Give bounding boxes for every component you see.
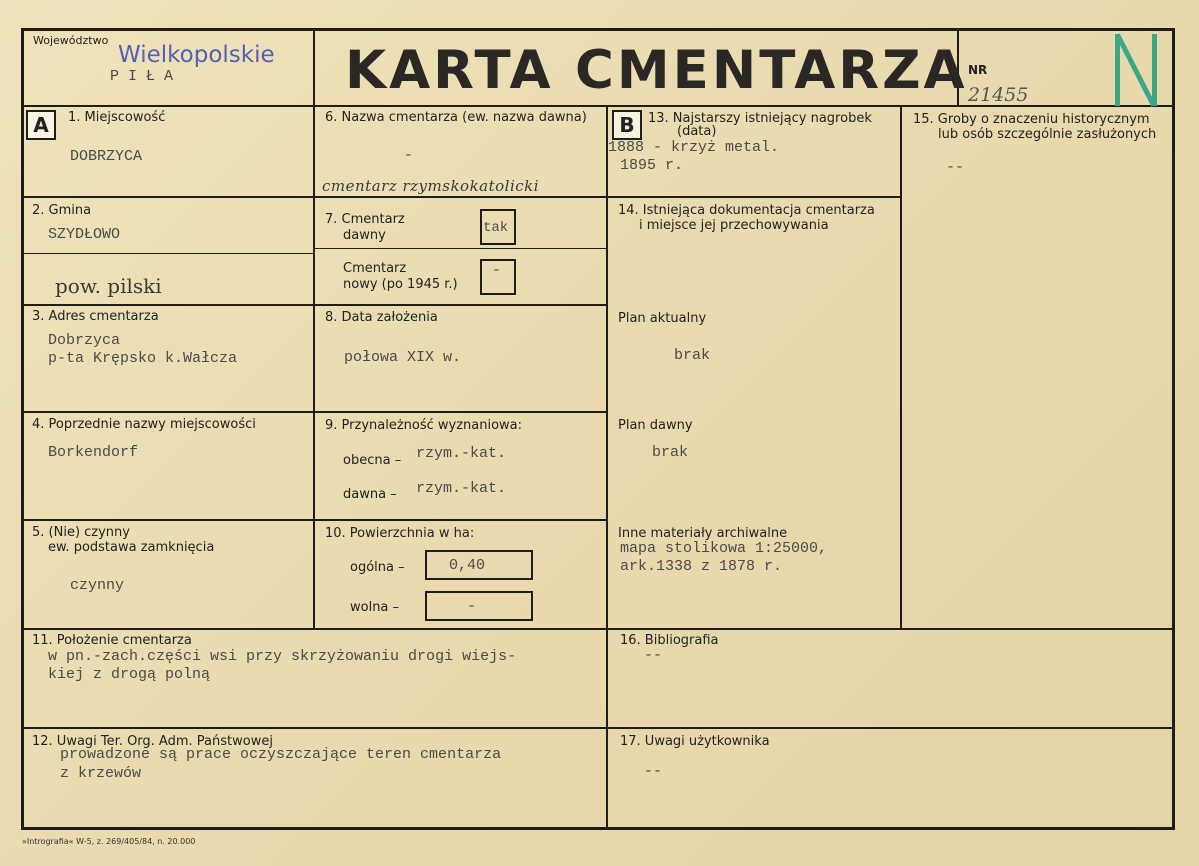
f7-dawny-value: tak	[483, 220, 509, 236]
f6-label: 6. Nazwa cmentarza (ew. nazwa dawna)	[325, 110, 587, 125]
f9-dawna-value: rzym.-kat.	[416, 480, 507, 497]
f4-label: 4. Poprzednie nazwy miejscowości	[32, 417, 256, 432]
f2-value: SZYDŁOWO	[48, 226, 121, 243]
f14-plan-dawny-value: brak	[652, 444, 689, 461]
f16-value: --	[644, 647, 663, 664]
f16-label: 16. Bibliografia	[620, 633, 719, 648]
f7-nowy-box	[480, 259, 516, 295]
row-divider	[21, 727, 1175, 729]
f9-obecna-value: rzym.-kat.	[416, 445, 507, 462]
wojewodztwo-typed: P I Ł A	[110, 68, 174, 85]
nr-label: NR	[968, 63, 988, 77]
f14-plan-dawny-label: Plan dawny	[618, 418, 693, 433]
wojewodztwo-label: Województwo	[33, 34, 109, 47]
f14-plan-aktualny-value: brak	[674, 347, 711, 364]
f7-label: 7. Cmentarz	[325, 212, 405, 227]
f12-value-line1: prowadzone są prace oczyszczające teren cmentarza	[60, 746, 502, 763]
f17-label: 17. Uwagi użytkownika	[620, 734, 770, 749]
f13-label-line2: (data)	[677, 124, 717, 139]
f10-wolna-box	[425, 591, 533, 621]
f14-inne-line2: ark.1338 z 1878 r.	[620, 558, 783, 575]
f2-label: 2. Gmina	[32, 203, 92, 218]
f4-value: Borkendorf	[48, 444, 139, 461]
f11-value-line1: w pn.-zach.części wsi przy skrzyżowaniu drogi wiejs-	[48, 648, 517, 665]
row-divider	[21, 196, 608, 198]
f10-wolna-value: -	[467, 598, 477, 615]
f10-label: 10. Powierzchnia w ha:	[325, 526, 475, 541]
row-divider	[606, 196, 902, 198]
row-divider-thin	[21, 253, 313, 254]
row-divider	[21, 304, 608, 306]
f1-label: 1. Miejscowość	[68, 110, 166, 125]
f5-label-line1: 5. (Nie) czynny	[32, 525, 130, 540]
f8-value: połowa XIX w.	[344, 349, 462, 366]
f9-dawna-label: dawna –	[343, 487, 397, 502]
f6-handwritten: cmentarz rzymskokatolicki	[322, 177, 540, 195]
n-mark	[1115, 34, 1159, 106]
f5-label-line2: ew. podstawa zamknięcia	[48, 540, 215, 555]
section-b-letter: B	[612, 110, 642, 140]
f12-label: 12. Uwagi Ter. Org. Adm. Państwowej	[32, 734, 273, 749]
f14-label-line2: i miejsce jej przechowywania	[639, 218, 829, 233]
section-a-letter: A	[26, 110, 56, 140]
wojewodztwo-stamp: Wielkopolskie	[118, 42, 275, 68]
f15-label-line2: lub osób szczególnie zasłużonych	[938, 127, 1157, 142]
f13-label-line1: 13. Najstarszy istniejący nagrobek	[648, 111, 872, 126]
f7-nowy-label2: nowy (po 1945 r.)	[343, 277, 458, 292]
page-title: KARTA CMENTARZA	[345, 40, 968, 101]
f5-value: czynny	[70, 577, 125, 594]
f8-label: 8. Data założenia	[325, 310, 438, 325]
f7-nowy-value: -	[492, 262, 502, 279]
f7-nowy-label: Cmentarz	[343, 261, 407, 276]
col-divider-1	[313, 28, 315, 628]
f1-value: DOBRZYCA	[70, 148, 143, 165]
f3-label: 3. Adres cmentarza	[32, 309, 159, 324]
f2-handwritten: pow. pilski	[55, 274, 162, 298]
f10-wolna-label: wolna –	[350, 600, 400, 615]
f11-value-line2: kiej z drogą polną	[48, 666, 211, 683]
f13-value-line1: 1888 - krzyż metal.	[608, 139, 780, 156]
f17-value: --	[644, 763, 663, 780]
f11-label: 11. Położenie cmentarza	[32, 633, 192, 648]
f9-obecna-label: obecna –	[343, 453, 402, 468]
row-divider-thin	[315, 248, 608, 249]
f10-ogolna-label: ogólna –	[350, 560, 405, 575]
f15-value: --	[946, 159, 965, 176]
f3-value-line1: Dobrzyca	[48, 332, 121, 349]
f12-value-line2: z krzewów	[60, 765, 142, 782]
row-divider	[21, 411, 608, 413]
f14-plan-aktualny-label: Plan aktualny	[618, 311, 707, 326]
f10-ogolna-value: 0,40	[449, 557, 486, 574]
nr-value: 21455	[968, 84, 1029, 106]
col-divider-3	[900, 105, 902, 628]
f14-inne-label: Inne materiały archiwalne	[618, 526, 788, 541]
print-footer: »Intrografia« W-5, z. 269/405/84, n. 20.000	[22, 837, 196, 846]
row-divider	[21, 519, 608, 521]
row-divider	[21, 628, 1175, 630]
f3-value-line2: p-ta Krępsko k.Wałcza	[48, 350, 238, 367]
f6-value: -	[404, 147, 414, 164]
f14-inne-line1: mapa stolikowa 1:25000,	[620, 540, 828, 557]
f15-label-line1: 15. Groby o znaczeniu historycznym	[913, 112, 1150, 127]
f14-label-line1: 14. Istniejąca dokumentacja cmentarza	[618, 203, 875, 218]
f9-label: 9. Przynależność wyznaniowa:	[325, 418, 523, 433]
col-divider-2	[606, 105, 608, 830]
f7-dawny-label: dawny	[343, 228, 386, 243]
f7-dawny-box	[480, 209, 516, 245]
f10-ogolna-box	[425, 550, 533, 580]
f13-value-line2: 1895 r.	[620, 157, 684, 174]
